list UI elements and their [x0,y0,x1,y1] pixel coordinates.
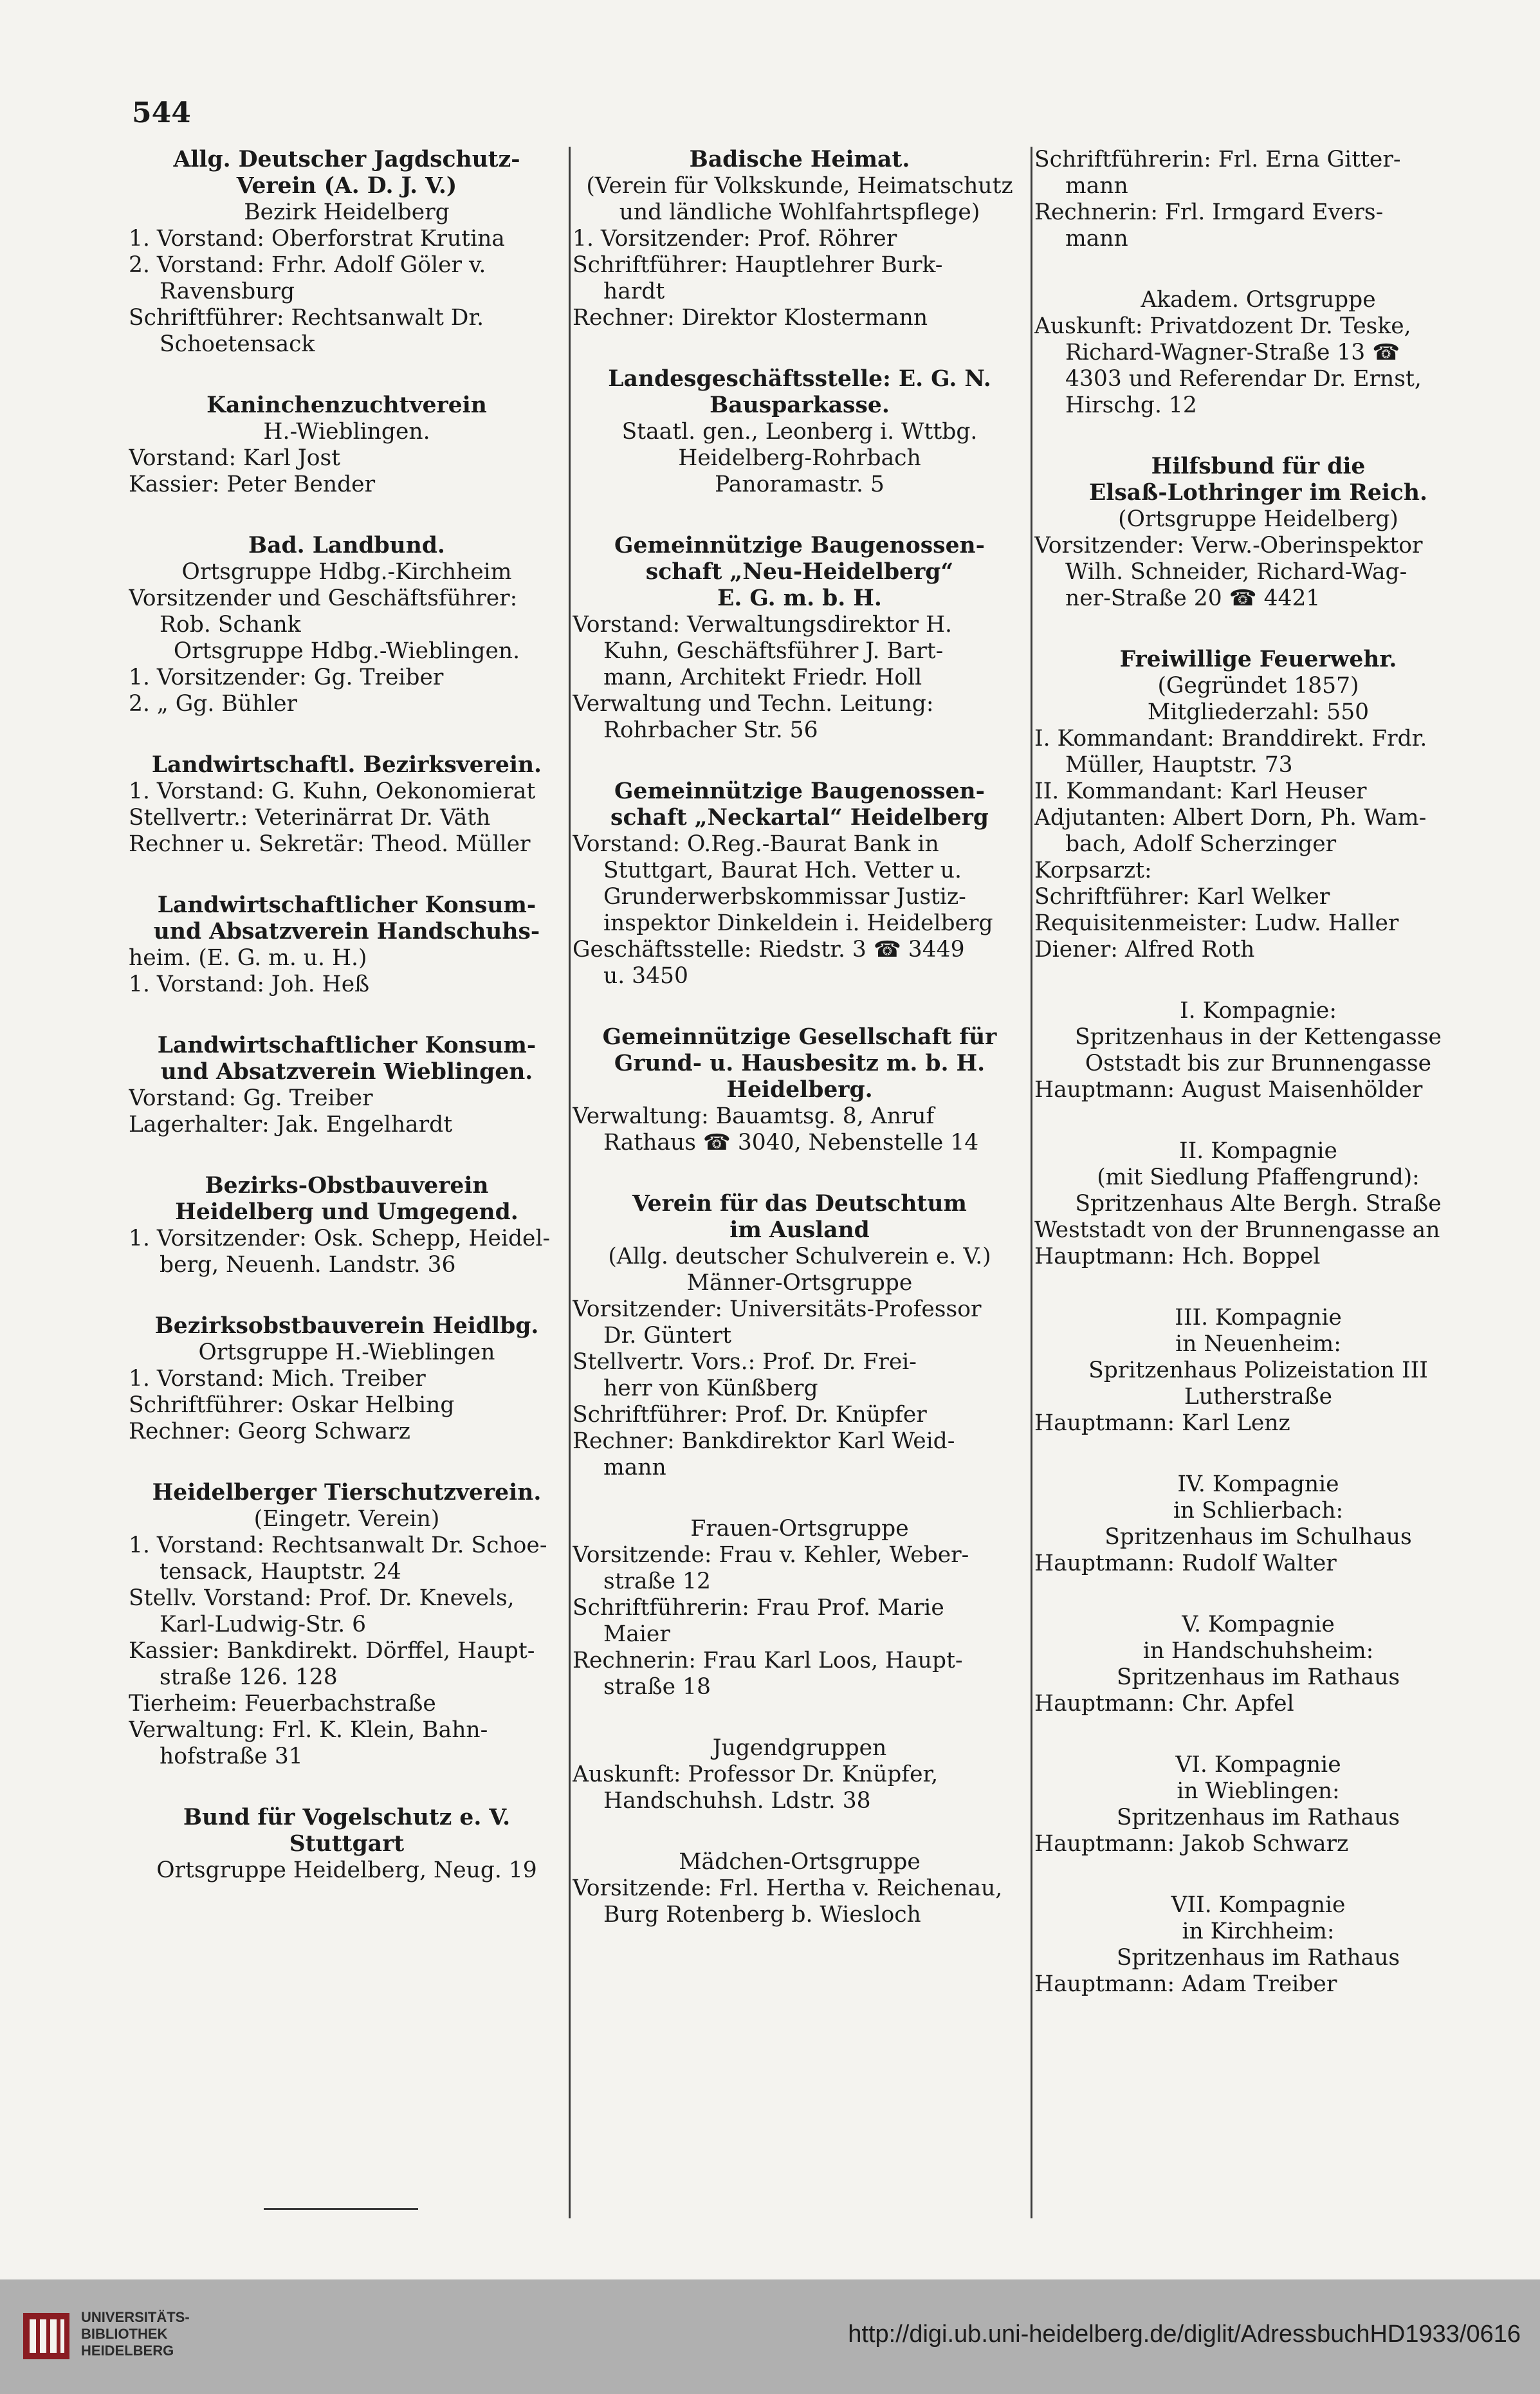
entry-line: Verwaltung und Techn. Leitung: [573,691,934,717]
entry-line: Panoramastr. 5 [715,472,885,497]
closing-rule [264,2208,418,2210]
directory-entry [573,366,1027,498]
entry-line: 4303 und Referendar Dr. Ernst, [1065,366,1422,392]
entry-line: I. Kompagnie: [1180,998,1337,1024]
entry-line: H.-Wieblingen. [263,419,430,445]
entry-line: Spritzenhaus Alte Bergh. Straße [1075,1191,1442,1217]
entry-line: Ravensburg [160,279,295,304]
entry-heading: Heidelberg. [726,1077,873,1103]
entry-line: Hauptmann: Rudolf Walter [1034,1551,1337,1576]
entry-line: Burg Rotenberg b. Wiesloch [603,1902,921,1928]
column-right [1034,147,1482,2225]
entry-heading: im Ausland [729,1217,870,1243]
directory-entry [573,147,1027,331]
entry-line: Korpsarzt: [1034,858,1152,883]
library-logo-icon [23,2313,69,2359]
entry-line: Staatl. gen., Leonberg i. Wttbg. [621,419,978,445]
entry-line: 1. Vorstand: Oberforstrat Krutina [129,226,505,252]
entry-heading: Grund- u. Hausbesitz m. b. H. [614,1051,985,1076]
entry-line: hardt [603,279,665,304]
entry-line: Weststadt von der Brunnengasse an [1034,1217,1440,1243]
entry-line: herr von Künßberg [603,1376,818,1401]
entry-line: Hauptmann: Adam Treiber [1034,1971,1337,1997]
directory-entry [129,392,565,498]
directory-entry [1034,1752,1482,1857]
entry-line: Auskunft: Professor Dr. Knüpfer, [573,1762,939,1787]
entry-line: Wilh. Schneider, Richard-Wag- [1065,559,1407,585]
entry-line: Bezirk Heidelberg [244,199,450,225]
entry-heading: Verein für das Deutschtum [632,1191,967,1217]
directory-entry [129,1173,565,1278]
entry-line: Vorsitzender: Universitäts-Professor [573,1296,982,1322]
directory-entry [129,752,565,858]
entry-line: berg, Neuenh. Landstr. 36 [160,1252,456,1278]
directory-entry [1034,1471,1482,1577]
entry-heading: E. G. m. b. H. [717,585,882,611]
entry-line: 1. Vorstand: Mich. Treiber [129,1366,426,1392]
entry-line: Oststadt bis zur Brunnengasse [1085,1051,1432,1076]
entry-line: Ortsgruppe Heidelberg, Neug. 19 [156,1857,537,1883]
entry-heading: Stuttgart [289,1831,405,1857]
entry-line: bach, Adolf Scherzinger [1065,831,1337,857]
entry-line: Frauen-Ortsgruppe [690,1516,909,1542]
entry-line: mann [1065,173,1128,199]
directory-entry [1034,1612,1482,1717]
entry-heading: Verein (A. D. J. V.) [236,173,457,199]
directory-entry [573,1516,1027,1700]
entry-line: Tierheim: Feuerbachstraße [129,1691,436,1717]
directory-entry [1034,454,1482,612]
entry-line: Stellvertr. Vors.: Prof. Dr. Frei- [573,1349,917,1375]
entry-line: Rechnerin: Frau Karl Loos, Haupt- [573,1648,963,1673]
entry-line: Kuhn, Geschäftsführer J. Bart- [603,638,944,664]
entry-line: heim. (E. G. m. u. H.) [129,945,367,971]
entry-line: 2. „ Gg. Bühler [129,691,298,717]
entry-line: (Eingetr. Verein) [253,1506,440,1532]
entry-line: Spritzenhaus Polizeistation III [1088,1358,1428,1383]
entry-line: in Neuenheim: [1175,1331,1341,1357]
entry-heading: Kaninchenzuchtverein [206,392,487,418]
directory-entry [573,1191,1027,1481]
entry-line: Ortsgruppe Hdbg.-Kirchheim [181,559,512,585]
entry-line: Hauptmann: Hch. Boppel [1034,1244,1321,1269]
library-name-line: HEIDELBERG [81,2343,174,2359]
entry-line: ner-Straße 20 ☎ 4421 [1065,585,1321,611]
entry-line: Vorsitzende: Frl. Hertha v. Reichenau, [573,1875,1003,1901]
entry-line: Geschäftsstelle: Riedstr. 3 ☎ 3449 [573,937,965,962]
entry-line: und ländliche Wohlfahrtspflege) [619,199,980,225]
entry-heading: schaft „Neckartal“ Heidelberg [610,805,989,831]
entry-line: VI. Kompagnie [1175,1752,1341,1778]
entry-line: V. Kompagnie [1182,1612,1335,1637]
entry-line: Hirschg. 12 [1065,392,1197,418]
entry-line: Spritzenhaus im Rathaus [1116,1805,1400,1830]
source-url-link[interactable]: http://digi.ub.uni-heidelberg.de/diglit/AdressbuchHD1933/0616 [848,2321,1521,2348]
entry-line: Spritzenhaus im Rathaus [1116,1664,1400,1690]
entry-line: in Kirchheim: [1182,1919,1335,1944]
entry-line: Kassier: Peter Bender [129,472,376,497]
entry-heading: Bausparkasse. [710,392,890,418]
entry-line: Mitgliederzahl: 550 [1147,699,1370,725]
directory-entry [129,147,565,358]
entry-line: inspektor Dinkeldein i. Heidelberg [603,910,993,936]
library-name-line: UNIVERSITÄTS- [81,2309,190,2325]
entry-heading: Heidelberger Tierschutzverein. [152,1480,542,1505]
entry-line: IV. Kompagnie [1177,1471,1339,1497]
entry-heading: Gemeinnützige Baugenossen- [614,533,985,558]
directory-entry [1034,1305,1482,1437]
entry-line: in Handschuhsheim: [1142,1638,1374,1664]
entry-heading: Elsaß-Lothringer im Reich. [1088,480,1428,506]
entry-line: in Schlierbach: [1173,1498,1344,1524]
entry-line: Rechnerin: Frl. Irmgard Evers- [1034,199,1384,225]
entry-line: Hauptmann: Jakob Schwarz [1034,1831,1349,1857]
entry-line: Handschuhsh. Ldstr. 38 [603,1788,871,1814]
entry-line: Schriftführer: Karl Welker [1034,884,1330,910]
entry-line: (Verein für Volkskunde, Heimatschutz [586,173,1013,199]
entry-line: (Gegründet 1857) [1157,673,1359,699]
entry-line: Schriftführer: Oskar Helbing [129,1392,455,1418]
entry-line: Schriftführerin: Frl. Erna Gitter- [1034,147,1401,172]
entry-line: Verwaltung: Bauamtsg. 8, Anruf [573,1103,935,1129]
directory-entry [573,1849,1027,1928]
entry-line: Stuttgart, Baurat Hch. Vetter u. [603,858,962,883]
entry-line: Spritzenhaus in der Kettengasse [1075,1024,1442,1050]
directory-entry [1034,287,1482,419]
footer-bar [0,2279,1540,2394]
entry-line: Müller, Hauptstr. 73 [1065,752,1293,778]
entry-line: Maier [603,1621,670,1647]
entry-line: Männer-Ortsgruppe [686,1270,913,1296]
entry-line: Hauptmann: Chr. Apfel [1034,1691,1294,1717]
entry-line: Stellvertr.: Veterinärrat Dr. Väth [129,805,491,831]
entry-line: in Wieblingen: [1177,1778,1340,1804]
entry-line: Rohrbacher Str. 56 [603,717,818,743]
entry-line: Vorstand: O.Reg.-Baurat Bank in [573,831,939,857]
directory-entry [129,1313,565,1445]
entry-line: Lagerhalter: Jak. Engelhardt [129,1112,453,1137]
entry-line: Grunderwerbskommissar Justiz- [603,884,966,910]
entry-heading: Heidelberg und Umgegend. [175,1199,518,1225]
entry-heading: Bezirksobstbauverein Heidlbg. [154,1313,539,1339]
directory-entry [573,778,1027,990]
entry-line: I. Kommandant: Branddirekt. Frdr. [1034,726,1427,751]
entry-heading: Hilfsbund für die [1151,454,1366,479]
entry-line: Rechner: Bankdirektor Karl Weid- [573,1428,955,1454]
directory-entry [1034,1892,1482,1998]
entry-line: Vorsitzende: Frau v. Kehler, Weber- [573,1542,969,1568]
entry-line: 1. Vorstand: Rechtsanwalt Dr. Schoe- [129,1533,547,1558]
directory-entry [1034,147,1482,252]
entry-line: 1. Vorstand: Joh. Heß [129,971,370,997]
entry-heading: Landwirtschaftlicher Konsum- [157,1033,536,1058]
entry-line: Spritzenhaus im Rathaus [1116,1945,1400,1971]
entry-line: Schriftführerin: Frau Prof. Marie [573,1595,944,1621]
entry-line: VII. Kompagnie [1171,1892,1346,1918]
entry-heading: und Absatzverein Wieblingen. [160,1059,533,1085]
entry-line: (Allg. deutscher Schulverein e. V.) [608,1244,991,1269]
directory-entry [1034,647,1482,963]
entry-line: Stellv. Vorstand: Prof. Dr. Knevels, [129,1585,515,1611]
entry-heading: Landwirtschaftlicher Konsum- [157,892,536,918]
entry-line: Schriftführer: Rechtsanwalt Dr. [129,305,484,331]
entry-line: Rob. Schank [160,612,301,638]
directory-entry [1034,998,1482,1103]
entry-line: hofstraße 31 [160,1744,303,1769]
entry-line: mann [603,1455,666,1480]
entry-line: 1. Vorsitzender: Gg. Treiber [129,665,444,690]
directory-entry [573,1735,1027,1814]
entry-line: II. Kompagnie [1179,1138,1337,1164]
entry-line: straße 12 [603,1569,711,1594]
entry-line: tensack, Hauptstr. 24 [160,1559,401,1585]
entry-line: 1. Vorsitzender: Osk. Schepp, Heidel- [129,1226,551,1251]
column-middle [573,147,1027,2225]
directory-entry [573,1024,1027,1156]
entry-line: Schriftführer: Prof. Dr. Knüpfer [573,1402,927,1428]
entry-line: Diener: Alfred Roth [1034,937,1255,962]
directory-entry [129,533,565,717]
entry-heading: Allg. Deutscher Jagdschutz- [173,147,520,172]
column-divider [569,147,571,2218]
directory-entry [129,892,565,998]
entry-line: Lutherstraße [1184,1384,1333,1410]
entry-line: Akadem. Ortsgruppe [1141,287,1376,313]
entry-line: Jugendgruppen [712,1735,887,1761]
entry-line: Vorsitzender: Verw.-Oberinspektor [1034,533,1423,558]
page-number: 544 [132,97,191,129]
entry-line: mann, Architekt Friedr. Holl [603,665,922,690]
entry-heading: Gemeinnützige Gesellschaft für [602,1024,997,1050]
column-left [129,147,565,2225]
entry-heading: Freiwillige Feuerwehr. [1119,647,1397,672]
entry-line: 1. Vorstand: G. Kuhn, Oekonomierat [129,778,536,804]
entry-line: Heidelberg-Rohrbach [678,445,921,471]
directory-entry [129,1033,565,1138]
entry-line: Kassier: Bankdirekt. Dörffel, Haupt- [129,1638,535,1664]
entry-line: Vorsitzender und Geschäftsführer: [129,585,518,611]
entry-heading: Bad. Landbund. [248,533,445,558]
entry-line: straße 126. 128 [160,1664,338,1690]
entry-line: Hauptmann: Karl Lenz [1034,1410,1290,1436]
entry-line: Schriftführer: Hauptlehrer Burk- [573,252,943,278]
entry-line: Richard-Wagner-Straße 13 ☎ [1065,340,1400,365]
entry-heading: schaft „Neu-Heidelberg“ [645,559,954,585]
entry-line: 2. Vorstand: Frhr. Adolf Göler v. [129,252,486,278]
entry-line: mann [1065,226,1128,252]
entry-line: Schoetensack [160,331,315,357]
entry-line: Vorstand: Gg. Treiber [129,1085,373,1111]
entry-line: II. Kommandant: Karl Heuser [1034,778,1367,804]
entry-line: (Ortsgruppe Heidelberg) [1118,506,1398,532]
entry-line: Auskunft: Privatdozent Dr. Teske, [1034,313,1411,339]
entry-line: Ortsgruppe H.-Wieblingen [198,1340,495,1365]
entry-heading: Landesgeschäftsstelle: E. G. N. [608,366,991,392]
entry-line: Mädchen-Ortsgruppe [679,1849,921,1875]
entry-line: Karl-Ludwig-Str. 6 [160,1612,367,1637]
entry-line: Dr. Güntert [603,1323,731,1349]
entry-heading: Badische Heimat. [689,147,910,172]
entry-line: Requisitenmeister: Ludw. Haller [1034,910,1399,936]
directory-entry [573,533,1027,744]
entry-line: Rathaus ☎ 3040, Nebenstelle 14 [603,1130,979,1156]
entry-line: (mit Siedlung Pfaffengrund): [1097,1165,1420,1190]
entry-heading: und Absatzverein Handschuhs- [153,919,540,944]
library-name [81,2309,190,2359]
entry-line: III. Kompagnie [1175,1305,1342,1331]
entry-heading: Bund für Vogelschutz e. V. [183,1805,511,1830]
entry-line: Spritzenhaus im Schulhaus [1105,1524,1412,1550]
directory-entry [1034,1138,1482,1270]
directory-entry [129,1480,565,1770]
entry-line: Hauptmann: August Maisenhölder [1034,1077,1423,1103]
entry-heading: Gemeinnützige Baugenossen- [614,778,985,804]
entry-line: straße 18 [603,1674,711,1700]
entry-line: Vorstand: Karl Jost [129,445,341,471]
entry-line: Rechner: Direktor Klostermann [573,305,928,331]
entry-line: 1. Vorsitzender: Prof. Röhrer [573,226,897,252]
entry-heading: Landwirtschaftl. Bezirksverein. [151,752,542,778]
library-name-line: BIBLIOTHEK [81,2326,168,2342]
entry-line: Ortsgruppe Hdbg.-Wieblingen. [173,638,520,664]
entry-line: Rechner: Georg Schwarz [129,1419,410,1444]
directory-entry [129,1805,565,1884]
entry-line: Adjutanten: Albert Dorn, Ph. Wam- [1034,805,1427,831]
entry-line: Rechner u. Sekretär: Theod. Müller [129,831,531,857]
entry-line: u. 3450 [603,963,688,989]
entry-line: Vorstand: Verwaltungsdirektor H. [573,612,953,638]
entry-line: Verwaltung: Frl. K. Klein, Bahn- [129,1717,488,1743]
entry-heading: Bezirks-Obstbauverein [205,1173,489,1199]
column-divider [1031,147,1032,2218]
